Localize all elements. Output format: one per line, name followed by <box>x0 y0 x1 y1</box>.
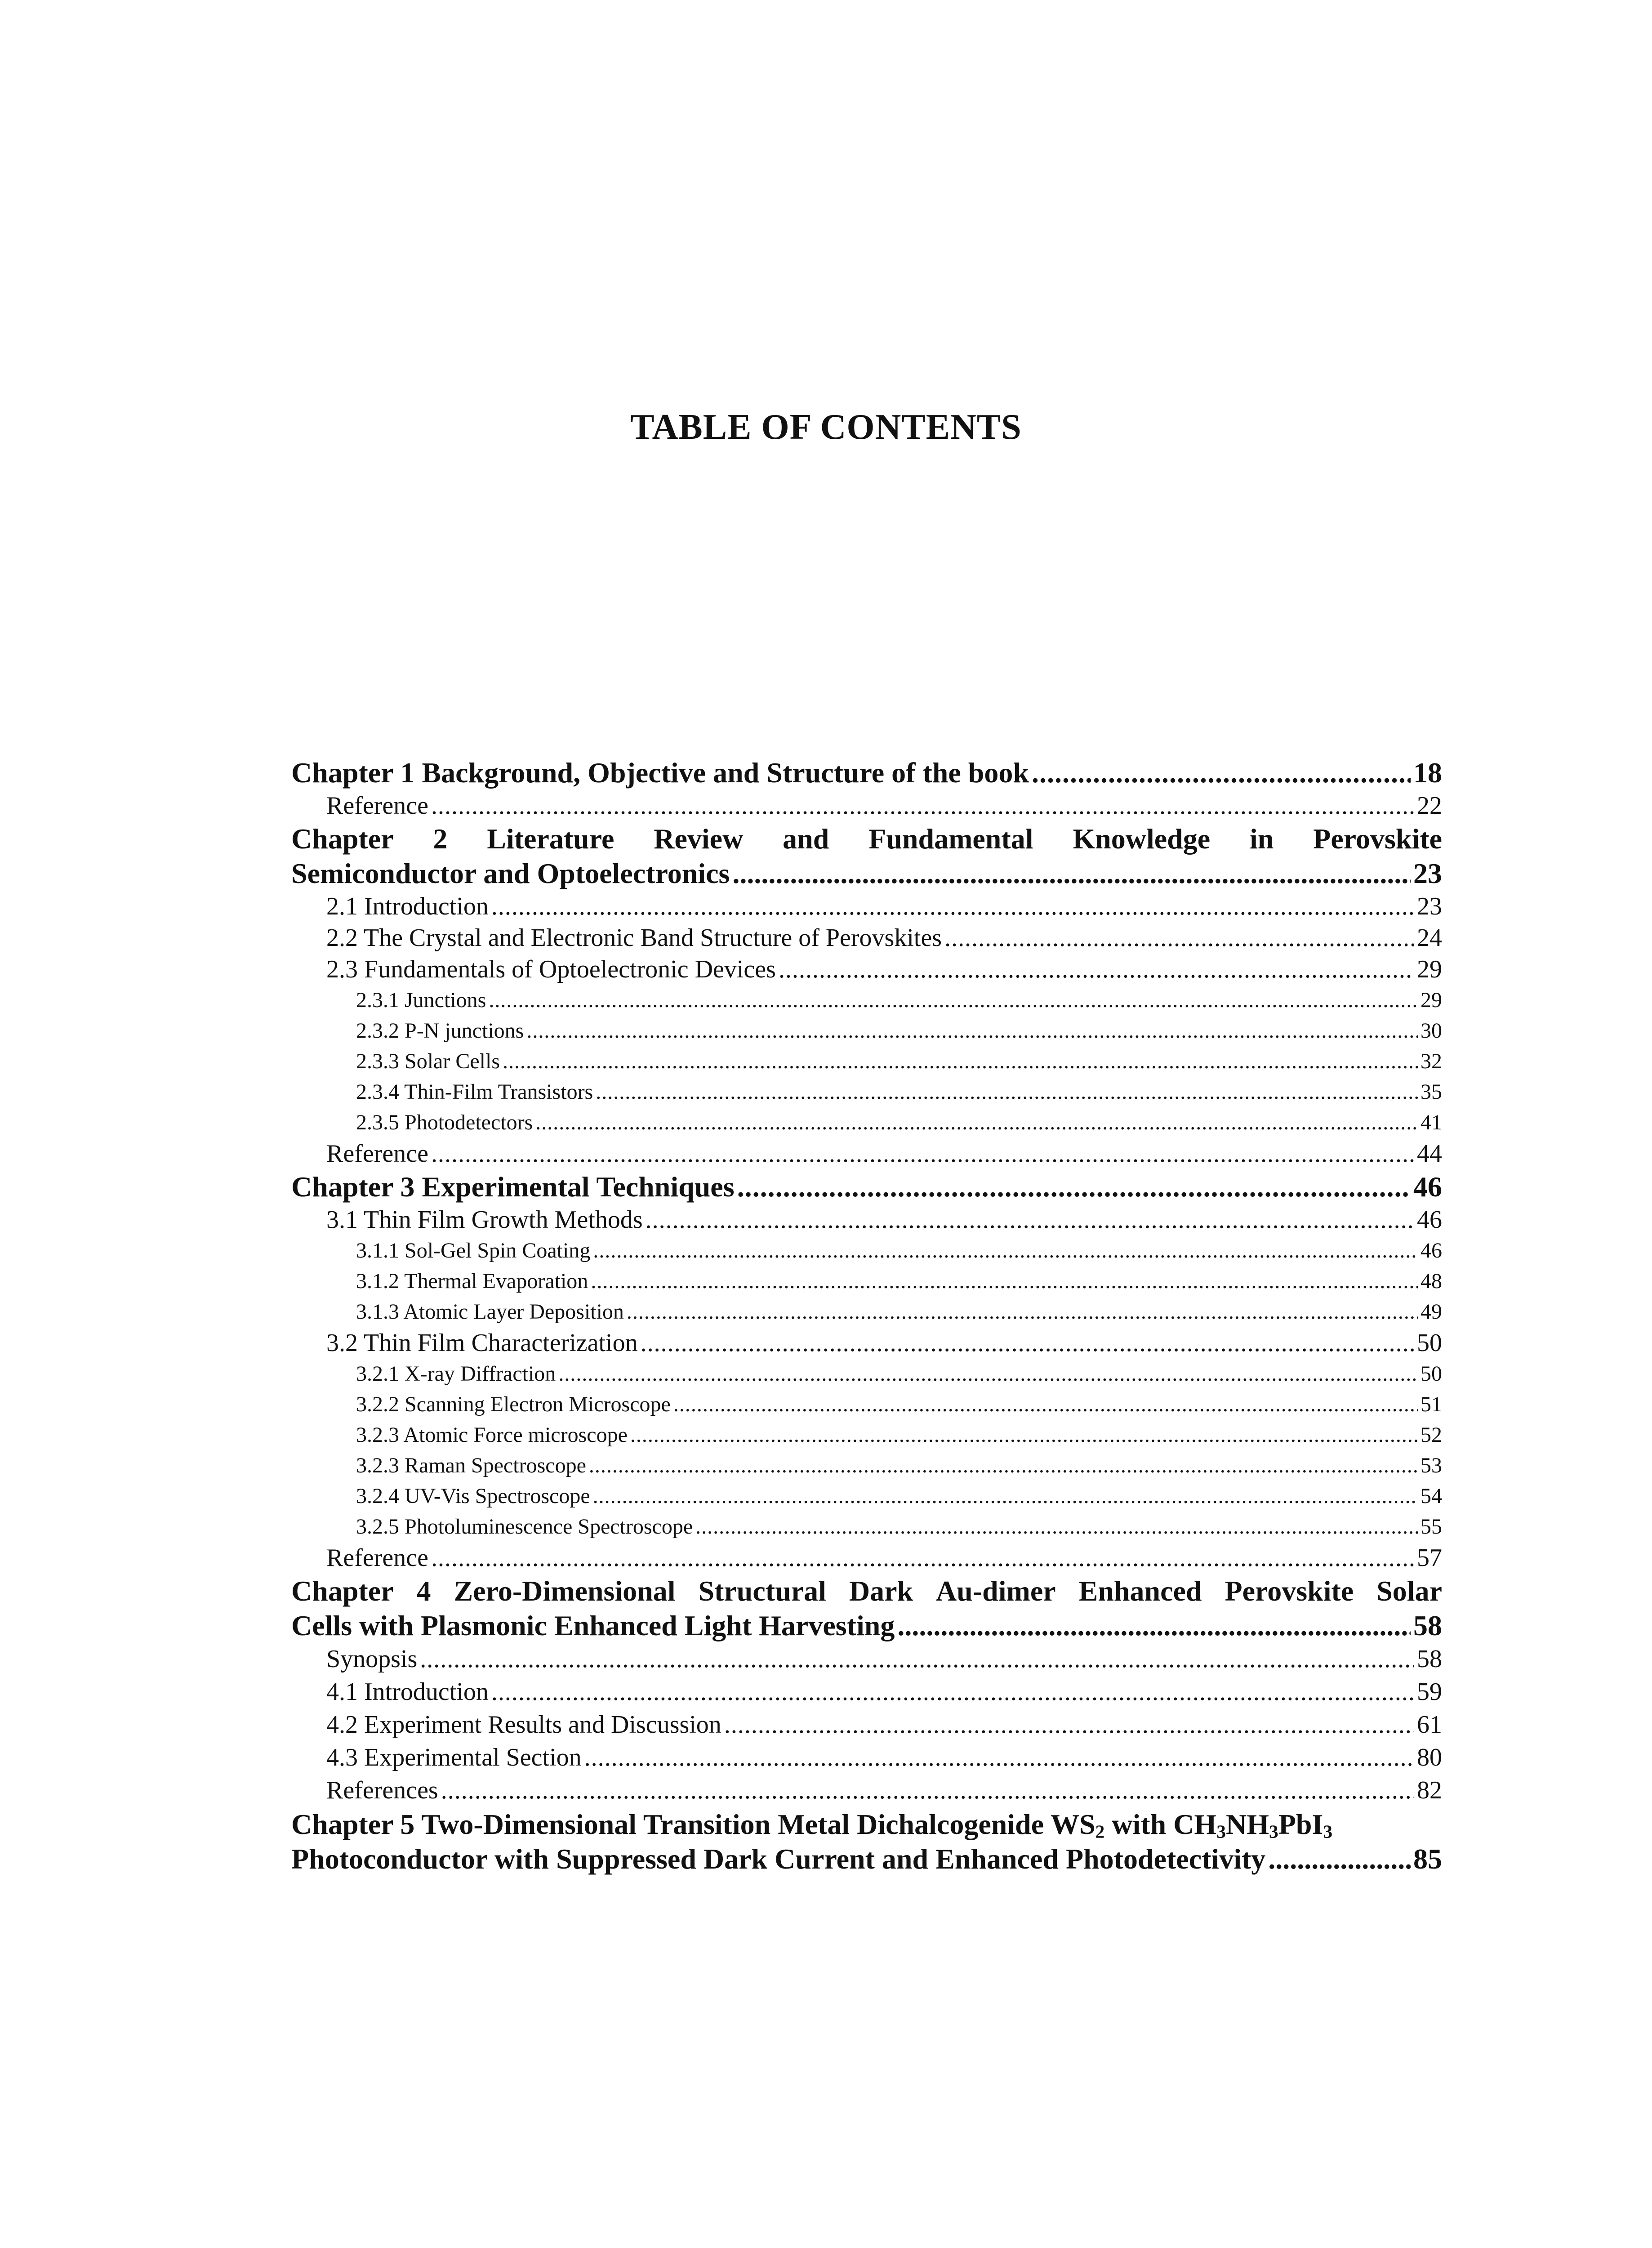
toc-entry-label: 2.3.2 P-N junctions <box>356 1019 524 1043</box>
toc-chapter-3[interactable] <box>291 1169 1442 1204</box>
toc-section-2-2[interactable] <box>291 922 1442 954</box>
toc-chapter-5-line-1 <box>291 1807 1442 1842</box>
page-title: TABLE OF CONTENTS <box>630 407 1022 447</box>
toc-chapter-4-line-1 <box>291 1574 1442 1608</box>
heading-word: Knowledge <box>1073 823 1211 855</box>
toc-entry-page: 50 <box>1417 1329 1442 1357</box>
toc-entry-label: 3.2.2 Scanning Electron Microscope <box>356 1392 671 1416</box>
dot-leader <box>431 790 1414 821</box>
toc-subsection-2-3-3[interactable] <box>291 1046 1442 1077</box>
toc-subsection-3-2-2[interactable] <box>291 1389 1442 1420</box>
dot-leader <box>503 1046 1418 1077</box>
heading-word: and <box>783 823 829 855</box>
toc-subsection-3-2-3a[interactable] <box>291 1420 1442 1450</box>
toc-entry-label: 3.2.1 X-ray Diffraction <box>356 1362 556 1386</box>
dot-leader <box>724 1708 1414 1741</box>
heading-word: Dark <box>849 1575 913 1607</box>
heading-word: Literature <box>487 823 614 855</box>
toc-entry-page: 51 <box>1420 1392 1442 1416</box>
toc-chapter-3-page: 46 <box>1413 1171 1442 1203</box>
dot-leader <box>897 1608 1411 1643</box>
dot-leader <box>431 1138 1414 1169</box>
toc-subsection-3-1-2[interactable] <box>291 1266 1442 1297</box>
dot-leader <box>596 1077 1418 1107</box>
toc-subsection-2-3-4[interactable] <box>291 1077 1442 1107</box>
heading-word: in <box>1249 823 1274 855</box>
toc-section-4-3[interactable] <box>291 1741 1442 1774</box>
toc-entry-label: Reference <box>326 1140 428 1168</box>
toc-chapter-2-line-2 <box>291 856 1442 891</box>
dot-leader <box>441 1774 1414 1807</box>
toc-entry-label: 3.1.1 Sol-Gel Spin Coating <box>356 1239 591 1262</box>
toc-section-2-1[interactable] <box>291 891 1442 922</box>
toc-entry-page: 53 <box>1420 1454 1442 1477</box>
toc-entry-label: 2.3.5 Photodetectors <box>356 1111 533 1134</box>
toc-ch1-reference[interactable] <box>291 790 1442 821</box>
toc-subsection-2-3-1[interactable] <box>291 985 1442 1016</box>
toc-entry-page: 46 <box>1420 1239 1442 1262</box>
toc-chapter-5-line-2 <box>291 1842 1442 1876</box>
toc-entry-page: 61 <box>1417 1711 1442 1739</box>
dot-leader <box>558 1359 1418 1389</box>
dot-leader <box>627 1297 1418 1327</box>
dot-leader <box>584 1741 1414 1774</box>
toc-ch4-synopsis[interactable] <box>291 1643 1442 1676</box>
heading-word: Zero-Dimensional <box>454 1575 676 1607</box>
toc-entry-label: 3.2.5 Photoluminescence Spectroscope <box>356 1515 693 1539</box>
toc-section-3-2[interactable] <box>291 1327 1442 1359</box>
toc-entry-page: 54 <box>1420 1484 1442 1508</box>
dot-leader <box>431 1542 1414 1574</box>
toc-chapter-1[interactable] <box>291 755 1442 790</box>
text-part: NH <box>1226 1808 1269 1840</box>
toc-entry-label: Reference <box>326 792 428 820</box>
dot-leader <box>491 1676 1414 1708</box>
toc-entry-page: 58 <box>1417 1645 1442 1673</box>
heading-word: Solar <box>1376 1575 1442 1607</box>
toc-entry-label: 3.1 Thin Film Growth Methods <box>326 1206 643 1234</box>
dot-leader <box>593 1481 1418 1512</box>
toc-subsection-3-2-5[interactable] <box>291 1512 1442 1542</box>
toc-entry-page: 35 <box>1420 1080 1442 1104</box>
toc-entry-label: 2.3.1 Junctions <box>356 988 486 1012</box>
toc-entry-label: 4.2 Experiment Results and Discussion <box>326 1711 721 1739</box>
toc-ch4-references[interactable] <box>291 1774 1442 1807</box>
toc-ch3-reference[interactable] <box>291 1542 1442 1574</box>
toc-subsection-3-1-3[interactable] <box>291 1297 1442 1327</box>
toc-entry-page: 52 <box>1420 1423 1442 1447</box>
toc-entry-label: 3.2 Thin Film Characterization <box>326 1329 638 1357</box>
toc-entry-page: 48 <box>1420 1269 1442 1293</box>
toc-subsection-3-2-3b[interactable] <box>291 1450 1442 1481</box>
toc-entry-page: 55 <box>1420 1515 1442 1539</box>
dot-leader <box>1268 1842 1411 1876</box>
heading-word: Perovskite <box>1225 1575 1354 1607</box>
subscript: 3 <box>1216 1821 1226 1842</box>
toc-entry-page: 23 <box>1417 892 1442 920</box>
dot-leader <box>589 1450 1418 1481</box>
toc-entry-page: 44 <box>1417 1140 1442 1168</box>
dot-leader <box>420 1643 1414 1676</box>
toc-entry-page: 46 <box>1417 1206 1442 1234</box>
toc-entry-label: 2.2 The Crystal and Electronic Band Structure of Perovskites <box>326 924 942 952</box>
toc-chapter-4-page: 58 <box>1413 1610 1442 1641</box>
toc-entry-label: 4.3 Experimental Section <box>326 1744 582 1771</box>
toc-entry-label: Reference <box>326 1544 428 1572</box>
toc-subsection-3-1-1[interactable] <box>291 1236 1442 1266</box>
heading-word: Fundamental <box>868 823 1033 855</box>
toc-entry-page: 57 <box>1417 1544 1442 1572</box>
subscript: 2 <box>1095 1821 1105 1842</box>
toc-entry-page: 49 <box>1420 1300 1442 1324</box>
subscript: 3 <box>1269 1821 1278 1842</box>
dot-leader <box>489 985 1418 1016</box>
heading-word: Chapter <box>291 823 394 855</box>
toc-section-4-2[interactable] <box>291 1708 1442 1741</box>
toc-ch2-reference[interactable] <box>291 1138 1442 1169</box>
dot-leader <box>591 1266 1418 1297</box>
toc-entry-label: 3.2.3 Raman Spectroscope <box>356 1454 586 1477</box>
toc-entry-page: 59 <box>1417 1678 1442 1706</box>
dot-leader <box>630 1420 1418 1450</box>
heading-word: 2 <box>433 823 448 855</box>
toc-entry-label: 3.2.3 Atomic Force microscope <box>356 1423 628 1447</box>
toc-chapter-2-line-1 <box>291 821 1442 856</box>
toc-subsection-3-2-1[interactable] <box>291 1359 1442 1389</box>
toc-chapter-5-title-start <box>291 1807 1332 1842</box>
toc-section-4-1[interactable] <box>291 1676 1442 1708</box>
dot-leader <box>641 1327 1414 1359</box>
toc-entry-label: 2.3 Fundamentals of Optoelectronic Devices <box>326 955 776 983</box>
toc-entry-label: References <box>326 1776 438 1804</box>
dot-leader <box>944 922 1414 954</box>
text-part: PbI <box>1278 1808 1323 1840</box>
dot-leader <box>779 954 1414 985</box>
dot-leader <box>593 1236 1418 1266</box>
toc-entry-page: 24 <box>1417 924 1442 952</box>
heading-word: Au-dimer <box>936 1575 1056 1607</box>
heading-word: Perovskite <box>1313 823 1442 855</box>
heading-word: 4 <box>416 1575 431 1607</box>
text-part: with CH <box>1104 1808 1217 1840</box>
dot-leader <box>732 856 1411 891</box>
toc-entry-label: Synopsis <box>326 1645 418 1673</box>
toc-entry-page: 80 <box>1417 1744 1442 1771</box>
toc-chapter-4[interactable] <box>291 1574 1442 1643</box>
toc-entry-page: 29 <box>1417 955 1442 983</box>
toc-entry-page: 50 <box>1420 1362 1442 1386</box>
toc-subsection-2-3-5[interactable] <box>291 1107 1442 1138</box>
toc-entry-page: 22 <box>1417 792 1442 820</box>
toc-entry-page: 41 <box>1420 1111 1442 1134</box>
toc-entry-label: 2.3.4 Thin-Film Transistors <box>356 1080 593 1104</box>
toc-chapter-1-page: 18 <box>1413 757 1442 789</box>
toc-chapter-2-page: 23 <box>1413 857 1442 889</box>
toc-entry-page: 30 <box>1420 1019 1442 1043</box>
dot-leader <box>646 1204 1414 1236</box>
toc-section-2-3[interactable] <box>291 954 1442 985</box>
toc-chapter-5-title-end: Photoconductor with Suppressed Dark Current and Enhanced Photodetectivity <box>291 1843 1266 1875</box>
toc-chapter-5[interactable] <box>291 1807 1442 1876</box>
dot-leader <box>737 1169 1411 1204</box>
toc-chapter-5-page: 85 <box>1413 1843 1442 1875</box>
heading-word: Review <box>654 823 744 855</box>
dot-leader <box>695 1512 1418 1542</box>
toc-entry-label: 4.1 Introduction <box>326 1678 489 1706</box>
dot-leader <box>526 1016 1418 1046</box>
toc-entry-label: 2.1 Introduction <box>326 892 489 920</box>
toc-chapter-1-title: Chapter 1 Background, Objective and Structure of the book <box>291 757 1029 789</box>
dot-leader <box>491 891 1414 922</box>
toc-chapter-2-title-end: Semiconductor and Optoelectronics <box>291 857 730 889</box>
toc-section-3-1[interactable] <box>291 1204 1442 1236</box>
toc-entry-label: 3.1.3 Atomic Layer Deposition <box>356 1300 624 1324</box>
toc-chapter-3-title: Chapter 3 Experimental Techniques <box>291 1171 735 1203</box>
toc-chapter-4-line-2 <box>291 1608 1442 1643</box>
toc-chapter-2[interactable] <box>291 821 1442 891</box>
toc-entry-page: 29 <box>1420 988 1442 1012</box>
toc-subsection-2-3-2[interactable] <box>291 1016 1442 1046</box>
toc-chapter-4-title-end: Cells with Plasmonic Enhanced Light Harvesting <box>291 1610 895 1641</box>
toc-entry-label: 3.2.4 UV-Vis Spectroscope <box>356 1484 590 1508</box>
dot-leader <box>673 1389 1418 1420</box>
heading-word: Structural <box>698 1575 826 1607</box>
toc-entry-label: 3.1.2 Thermal Evaporation <box>356 1269 588 1293</box>
toc-entry-page: 82 <box>1417 1776 1442 1804</box>
toc-entry-page: 32 <box>1420 1049 1442 1073</box>
heading-word: Enhanced <box>1078 1575 1202 1607</box>
text-part: Chapter 5 Two-Dimensional Transition Metal Dichalcogenide WS <box>291 1808 1095 1840</box>
subscript: 3 <box>1323 1821 1333 1842</box>
heading-word: Chapter <box>291 1575 394 1607</box>
toc-subsection-3-2-4[interactable] <box>291 1481 1442 1512</box>
dot-leader <box>1032 755 1411 790</box>
dot-leader <box>535 1107 1418 1138</box>
toc-entry-label: 2.3.3 Solar Cells <box>356 1049 500 1073</box>
table-of-contents <box>291 755 1442 1876</box>
